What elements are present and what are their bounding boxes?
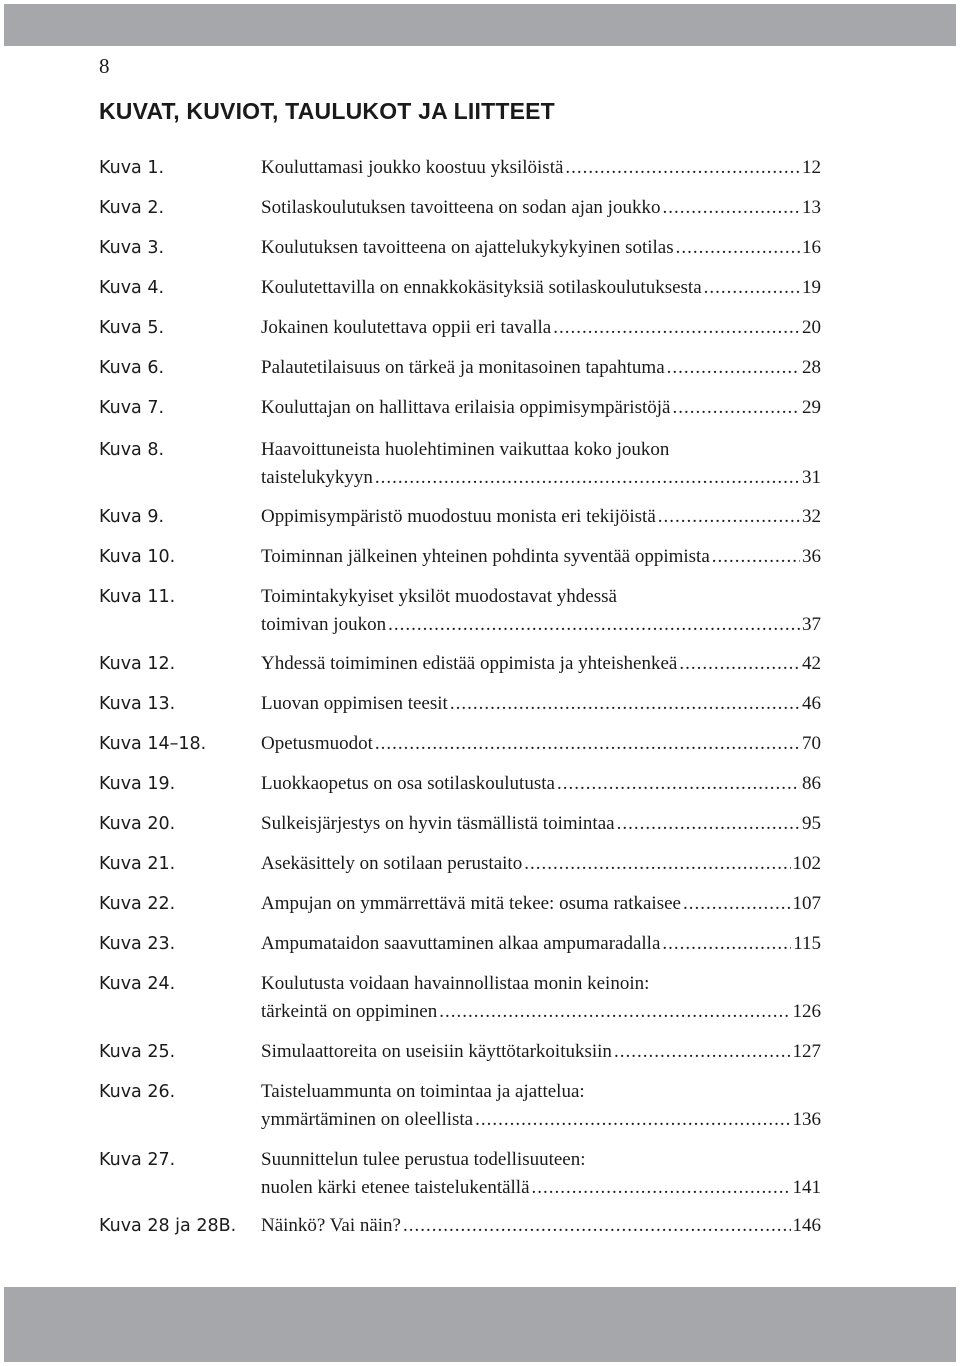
figure-caption-text: Asekäsittely on sotilaan perustaito	[261, 853, 523, 874]
figure-page-number: 32	[802, 506, 821, 527]
figure-label: Kuva 8.	[99, 440, 165, 460]
figure-caption	[261, 274, 821, 302]
page-heading: KUVAT, KUVIOT, TAULUKOT JA LIITTEET	[99, 98, 555, 124]
figure-page-number: 102	[792, 853, 821, 874]
dot-leader	[712, 543, 800, 571]
figure-label: Kuva 24.	[99, 974, 176, 994]
figure-page-number: 29	[802, 397, 821, 418]
figure-page-number: 107	[792, 893, 821, 914]
figure-page-number: 20	[802, 317, 821, 338]
figure-page-number: 70	[802, 733, 821, 754]
dot-leader	[553, 314, 800, 342]
figure-caption	[261, 730, 821, 758]
figure-label: Kuva 6.	[99, 358, 165, 378]
figure-caption-text: Toiminnan jälkeinen yhteinen pohdinta syventää oppimista	[261, 546, 710, 567]
dot-leader	[375, 464, 800, 492]
figure-caption	[261, 436, 821, 492]
figure-label: Kuva 7.	[99, 398, 165, 418]
dot-leader	[375, 730, 800, 758]
dot-leader	[676, 234, 800, 262]
figure-caption-line1: Haavoittuneista huolehtiminen vaikuttaa koko joukon	[261, 439, 670, 460]
dot-leader	[667, 354, 800, 382]
figure-label: Kuva 13.	[99, 694, 176, 714]
figure-caption	[261, 583, 821, 639]
figure-page-number: 36	[802, 546, 821, 567]
figure-label: Kuva 5.	[99, 318, 165, 338]
figure-label: Kuva 27.	[99, 1150, 176, 1170]
figure-page-number: 146	[792, 1215, 821, 1236]
figure-page-number: 136	[792, 1109, 821, 1130]
figure-caption	[261, 1212, 821, 1240]
figure-label: Kuva 20.	[99, 814, 176, 834]
figure-caption	[261, 234, 821, 262]
figure-page-number: 31	[802, 467, 821, 488]
dot-leader	[439, 998, 790, 1026]
figure-label: Kuva 9.	[99, 507, 165, 527]
dot-leader	[565, 154, 800, 182]
figure-caption-text: Sotilaskoulutuksen tavoitteena on sodan ajan joukko	[261, 197, 661, 218]
figure-caption	[261, 890, 821, 918]
figure-caption-text: Jokainen koulutettava oppii eri tavalla	[261, 317, 552, 338]
figure-caption-text: Simulaattoreita on useisiin käyttötarkoituksiin	[261, 1041, 612, 1062]
figure-label: Kuva 22.	[99, 894, 176, 914]
figure-label: Kuva 26.	[99, 1082, 176, 1102]
figure-caption-text: Luokkaopetus on osa sotilaskoulutusta	[261, 773, 555, 794]
figure-label: Kuva 10.	[99, 547, 176, 567]
figure-label: Kuva 19.	[99, 774, 176, 794]
figure-caption	[261, 1038, 821, 1066]
figure-caption	[261, 1078, 821, 1134]
figure-page-number: 16	[802, 237, 821, 258]
figure-caption-text: Sulkeisjärjestys on hyvin täsmällistä toimintaa	[261, 813, 615, 834]
figure-page-number: 115	[793, 933, 821, 954]
figure-caption-text: Koulutuksen tavoitteena on ajattelukykykyinen sotilas	[261, 237, 674, 258]
figure-caption-text: tärkeintä on oppiminen	[261, 1001, 438, 1022]
figure-label: Kuva 14–18.	[99, 734, 207, 754]
figure-caption	[261, 850, 821, 878]
dot-leader	[617, 810, 800, 838]
figure-caption	[261, 194, 821, 222]
figure-caption	[261, 970, 821, 1026]
figure-caption	[261, 690, 821, 718]
dot-leader	[683, 890, 791, 918]
figure-caption	[261, 503, 821, 531]
dot-leader	[662, 930, 791, 958]
figure-page-number: 95	[802, 813, 821, 834]
figure-caption	[261, 770, 821, 798]
figure-caption-text: toimivan joukon	[261, 614, 387, 635]
figure-page-number: 12	[802, 157, 821, 178]
figure-page-number: 127	[792, 1041, 821, 1062]
figure-caption	[261, 394, 821, 422]
figure-page-number: 141	[792, 1177, 821, 1198]
figure-label: Kuva 25.	[99, 1042, 176, 1062]
figure-caption-text: Luovan oppimisen teesit	[261, 693, 448, 714]
figure-caption-text: Kouluttajan on hallittava erilaisia oppimisympäristöjä	[261, 397, 671, 418]
figure-caption-text: Ampumataidon saavuttaminen alkaa ampumaradalla	[261, 933, 661, 954]
dot-leader	[557, 770, 800, 798]
figure-caption-text: Opetusmuodot	[261, 733, 373, 754]
figure-label: Kuva 11.	[99, 587, 176, 607]
dot-leader	[679, 650, 800, 678]
figure-caption-text: Oppimisympäristö muodostuu monista eri tekijöistä	[261, 506, 656, 527]
figure-caption-text: Ampujan on ymmärrettävä mitä tekee: osuma ratkaisee	[261, 893, 681, 914]
figure-caption	[261, 1146, 821, 1202]
figure-page-number: 86	[802, 773, 821, 794]
figure-caption	[261, 930, 821, 958]
figure-caption-text: Koulutettavilla on ennakkokäsityksiä sotilaskoulutuksesta	[261, 277, 702, 298]
figure-caption	[261, 650, 821, 678]
figure-caption-text: Näinkö? Vai näin?	[261, 1215, 401, 1236]
dot-leader	[403, 1212, 791, 1240]
figure-label: Kuva 21.	[99, 854, 176, 874]
figure-caption-line1: Koulutusta voidaan havainnollistaa monin keinoin:	[261, 973, 650, 994]
figure-caption-line1: Taisteluammunta on toimintaa ja ajattelua:	[261, 1081, 585, 1102]
figure-caption	[261, 810, 821, 838]
figure-caption-text: ymmärtäminen on oleellista	[261, 1109, 474, 1130]
figure-caption	[261, 314, 821, 342]
figure-caption-line1: Toimintakykyiset yksilöt muodostavat yhdessä	[261, 586, 617, 607]
figure-caption-text: nuolen kärki etenee taistelukentällä	[261, 1177, 530, 1198]
page-number: 8	[99, 54, 110, 78]
figure-label: Kuva 28 ja 28B.	[99, 1216, 237, 1236]
figure-caption-text: Palautetilaisuus on tärkeä ja monitasoinen tapahtuma	[261, 357, 665, 378]
figure-caption-text: Kouluttamasi joukko koostuu yksilöistä	[261, 157, 564, 178]
dot-leader	[662, 194, 800, 222]
figure-label: Kuva 1.	[99, 158, 165, 178]
dot-leader	[388, 611, 800, 639]
dot-leader	[614, 1038, 791, 1066]
figure-caption-text: taistelukykyyn	[261, 467, 373, 488]
figure-caption	[261, 354, 821, 382]
figure-page-number: 19	[802, 277, 821, 298]
figure-label: Kuva 2.	[99, 198, 165, 218]
figure-label: Kuva 23.	[99, 934, 176, 954]
figure-caption-text: Yhdessä toimiminen edistää oppimista ja yhteishenkeä	[261, 653, 678, 674]
figure-page-number: 28	[802, 357, 821, 378]
figure-label: Kuva 4.	[99, 278, 165, 298]
figure-page-number: 46	[802, 693, 821, 714]
figure-caption	[261, 543, 821, 571]
figure-caption-line1: Suunnittelun tulee perustua todellisuuteen:	[261, 1149, 586, 1170]
dot-leader	[450, 690, 800, 718]
figure-label: Kuva 12.	[99, 654, 176, 674]
figure-page-number: 126	[792, 1001, 821, 1022]
figure-page-number: 13	[802, 197, 821, 218]
top-gray-band	[4, 4, 956, 46]
figure-page-number: 37	[802, 614, 821, 635]
dot-leader	[672, 394, 800, 422]
figure-page-number: 42	[802, 653, 821, 674]
figure-caption	[261, 154, 821, 182]
dot-leader	[524, 850, 790, 878]
dot-leader	[475, 1106, 790, 1134]
dot-leader	[658, 503, 800, 531]
dot-leader	[704, 274, 800, 302]
figure-label: Kuva 3.	[99, 238, 165, 258]
dot-leader	[532, 1174, 791, 1202]
bottom-gray-band	[4, 1287, 956, 1362]
